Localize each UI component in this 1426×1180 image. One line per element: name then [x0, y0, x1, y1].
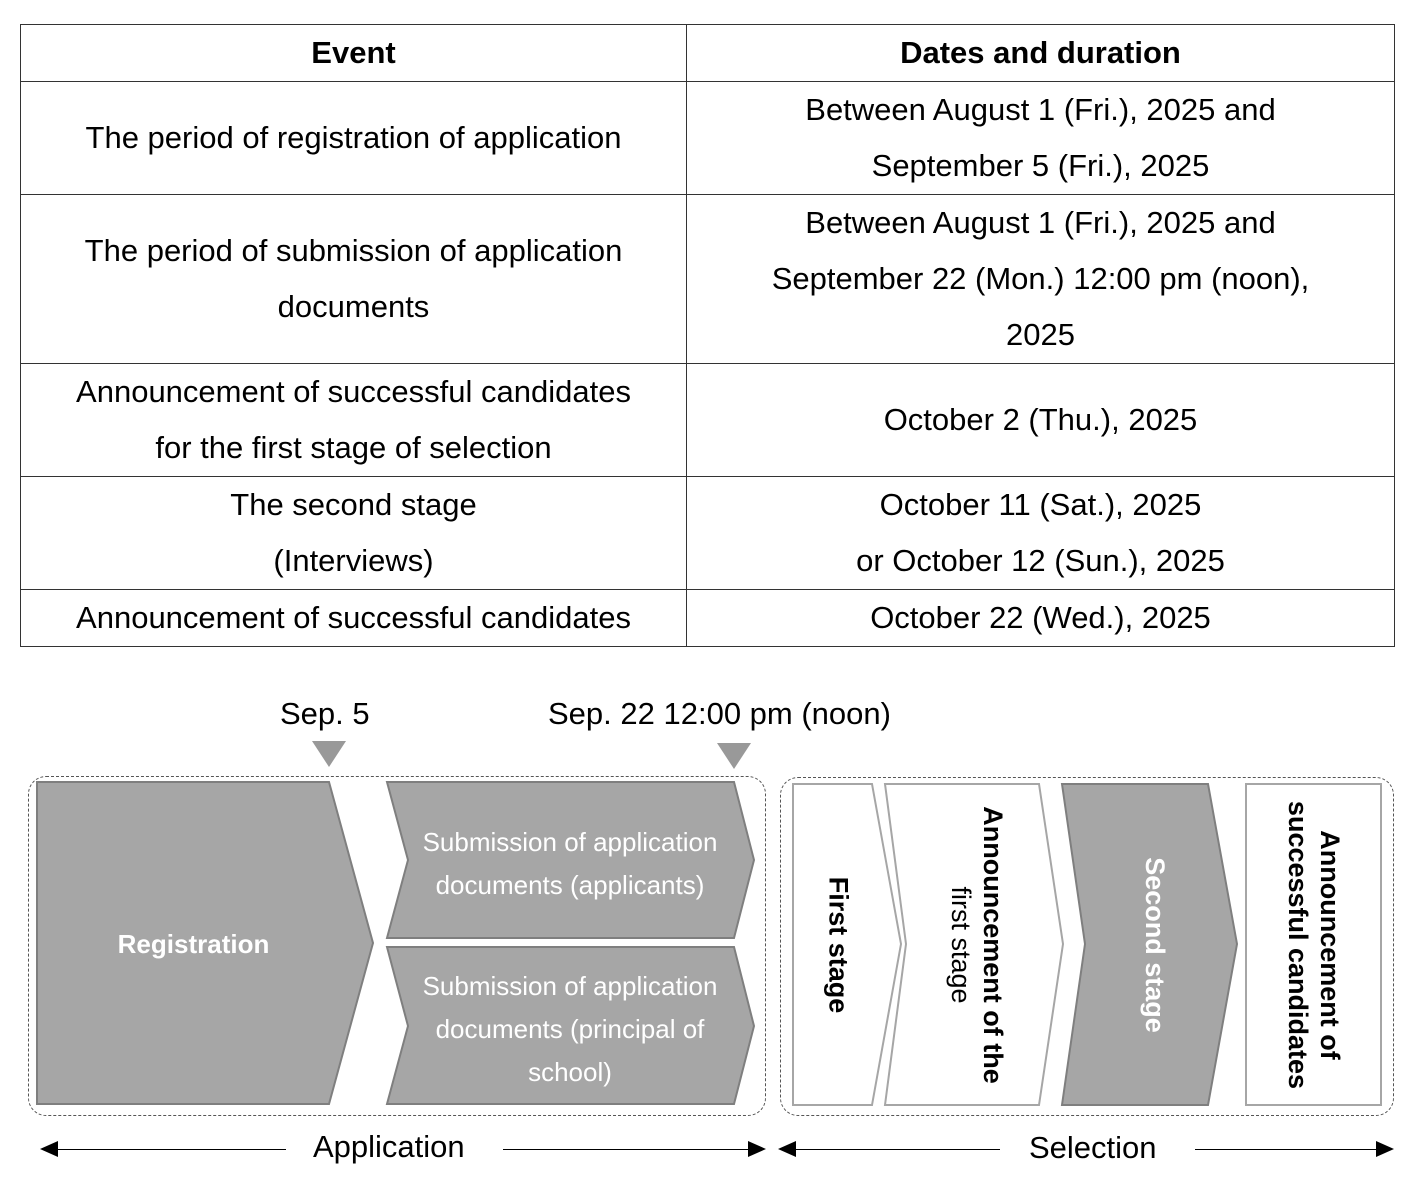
dates-cell	[687, 195, 1395, 364]
application-line-right	[503, 1149, 751, 1150]
announcement-final-line: successful candidates	[1283, 800, 1314, 1090]
schedule-table	[20, 24, 1395, 647]
event-cell	[21, 477, 687, 590]
dates-cell	[687, 364, 1395, 477]
selection-phase-label: Selection	[1029, 1130, 1157, 1165]
cell-line: October 2 (Thu.), 2025	[883, 402, 1198, 437]
registration-label: Registration	[117, 928, 270, 959]
announcement-first-line: Announcement of the	[978, 806, 1008, 1084]
registration-chevron	[36, 781, 376, 1107]
table-row	[21, 477, 1395, 590]
announcement-first-chevron	[884, 783, 1066, 1107]
header-event: Event	[21, 25, 687, 82]
application-phase-label: Application	[313, 1129, 465, 1164]
milestone-sep5-label: Sep. 5	[280, 696, 370, 731]
dates-cell	[687, 477, 1395, 590]
cell-line: The period of submission of application	[84, 233, 623, 268]
application-arrow-right-icon	[748, 1141, 766, 1157]
cell-line: (Interviews)	[273, 543, 434, 578]
table-row	[21, 590, 1395, 647]
submission-principal-line: school)	[528, 1057, 612, 1087]
cell-line: Announcement of successful candidates	[76, 374, 631, 409]
second-stage-chevron	[1060, 783, 1242, 1107]
dates-cell	[687, 590, 1395, 647]
selection-line-right	[1195, 1149, 1379, 1150]
cell-line: for the first stage of selection	[155, 430, 552, 465]
selection-line-left	[794, 1149, 1000, 1150]
selection-arrow-right-icon	[1376, 1141, 1394, 1157]
cell-line: Between August 1 (Fri.), 2025 and	[805, 205, 1276, 240]
submission-principal-line: documents (principal of	[435, 1014, 705, 1044]
event-cell	[21, 82, 687, 195]
cell-line: September 5 (Fri.), 2025	[871, 148, 1210, 183]
event-cell	[21, 364, 687, 477]
submission-principal-line: Submission of application	[422, 971, 718, 1001]
cell-line: 2025	[1006, 317, 1075, 352]
submission-applicants-line: documents (applicants)	[435, 870, 705, 900]
cell-line: September 22 (Mon.) 12:00 pm (noon),	[771, 261, 1310, 296]
event-cell	[21, 195, 687, 364]
cell-line: documents	[277, 289, 430, 324]
cell-line: The period of registration of application	[85, 120, 622, 155]
table-row	[21, 364, 1395, 477]
announcement-final-line: Announcement of	[1315, 830, 1346, 1060]
table-header-row	[21, 25, 1395, 82]
cell-line: or October 12 (Sun.), 2025	[856, 543, 1225, 578]
milestone-sep22-marker-icon	[717, 743, 751, 769]
application-line-left	[56, 1149, 286, 1150]
event-cell	[21, 590, 687, 647]
cell-line: Announcement of successful candidates	[76, 600, 631, 635]
dates-cell	[687, 82, 1395, 195]
milestone-sep22-label: Sep. 22 12:00 pm (noon)	[548, 696, 891, 731]
cell-line: October 11 (Sat.), 2025	[879, 487, 1202, 522]
header-dates: Dates and duration	[687, 25, 1395, 82]
table-row	[21, 195, 1395, 364]
milestone-sep5-marker-icon	[312, 741, 346, 767]
second-stage-label: Second stage	[1140, 857, 1170, 1033]
submission-applicants-line: Submission of application	[422, 827, 718, 857]
announcement-final-box	[1245, 783, 1383, 1107]
cell-line: Between August 1 (Fri.), 2025 and	[805, 92, 1276, 127]
cell-line: October 22 (Wed.), 2025	[870, 600, 1211, 635]
first-stage-label: First stage	[823, 876, 854, 1014]
submission-applicants-chevron	[385, 781, 757, 941]
submission-principal-chevron	[385, 946, 757, 1107]
table-row	[21, 82, 1395, 195]
cell-line: The second stage	[230, 487, 477, 522]
announcement-first-line: first stage	[946, 886, 976, 1004]
